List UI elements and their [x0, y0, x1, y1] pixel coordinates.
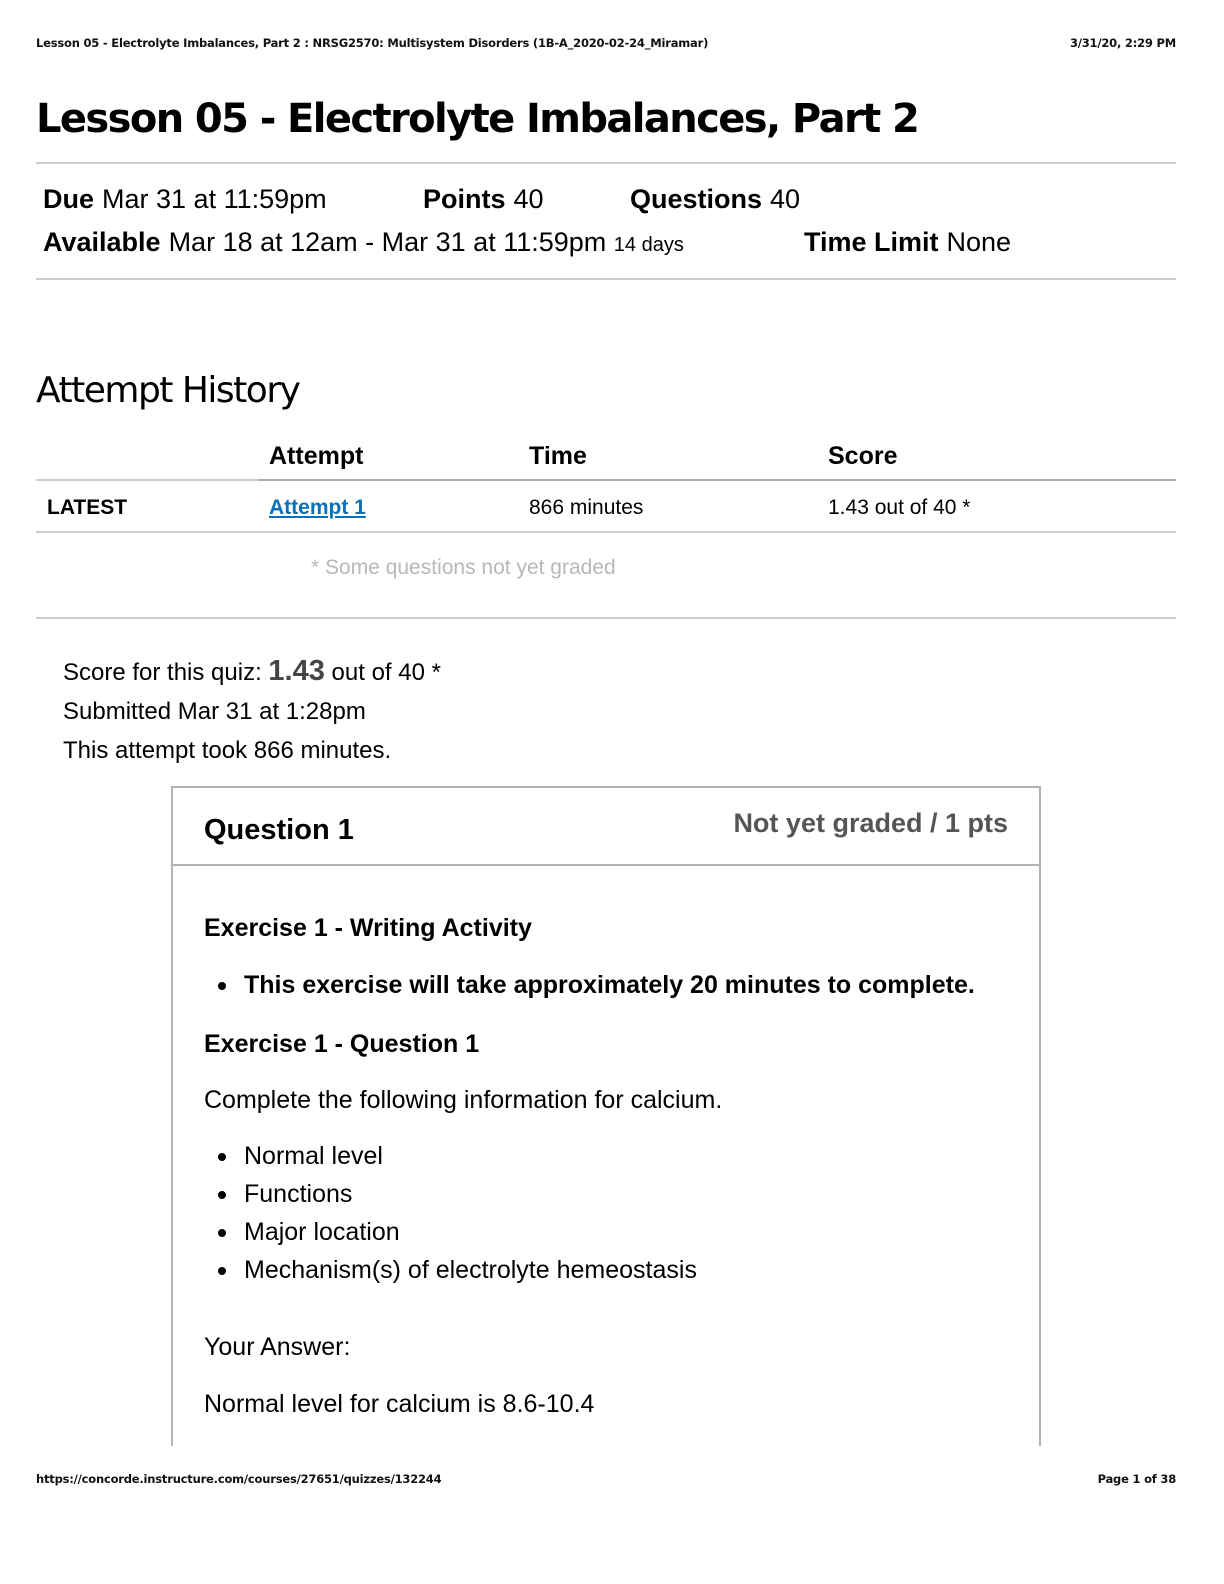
print-footer-url: https://concorde.instructure.com/courses/27651/quizzes/132244 — [36, 1472, 442, 1486]
due-label: Due — [43, 184, 95, 214]
exercise-note: This exercise will take approximately 20 minutes to complete. — [204, 966, 975, 1004]
duration-line: This attempt took 866 minutes. — [63, 737, 392, 764]
question-card — [171, 786, 1041, 1446]
time-limit-value: None — [946, 227, 1012, 257]
row-divider — [36, 531, 1176, 533]
submitted-line: Submitted Mar 31 at 1:28pm — [63, 698, 366, 725]
answer-label: Your Answer: — [204, 1333, 351, 1361]
print-header-title: Lesson 05 - Electrolyte Imbalances, Part 2 : NRSG2570: Multisystem Disorders (1B-A_2020-02-24_Miramar) — [36, 36, 709, 50]
ungraded-footnote: * Some questions not yet graded — [311, 556, 616, 579]
page-title: Lesson 05 - Electrolyte Imbalances, Part 2 — [36, 96, 919, 142]
column-header-attempt: Attempt — [269, 442, 364, 470]
column-header-score: Score — [828, 442, 898, 470]
available-label: Available — [43, 227, 161, 257]
print-header-datetime: 3/31/20, 2:29 PM — [1069, 36, 1176, 50]
exercise-heading: Exercise 1 - Writing Activity — [204, 914, 532, 942]
due-value: Mar 31 at 11:59pm — [102, 184, 327, 214]
due-field — [43, 184, 327, 215]
points-value: 40 — [513, 184, 544, 214]
points-field — [423, 184, 544, 215]
time-limit-label: Time Limit — [804, 227, 939, 257]
list-item: Major location — [204, 1213, 697, 1251]
list-item: Mechanism(s) of electrolyte hemeostasis — [204, 1251, 697, 1289]
question-prompt: Complete the following information for calcium. — [204, 1086, 723, 1114]
question-points: Not yet graded / 1 pts — [733, 808, 1008, 838]
exercise-note-list — [204, 966, 975, 1004]
print-header — [36, 36, 1176, 50]
score-line — [63, 652, 441, 692]
attempt-cell — [269, 496, 366, 520]
questions-label: Questions — [630, 184, 763, 214]
list-item: Functions — [204, 1175, 697, 1213]
title-divider — [36, 162, 1176, 164]
question-header — [173, 788, 1039, 866]
history-divider — [36, 617, 1176, 619]
score-value: 1.43 — [268, 655, 325, 687]
column-header-time: Time — [529, 442, 587, 470]
attempt-history-title: Attempt History — [36, 370, 300, 411]
score-cell: 1.43 out of 40 * — [828, 496, 971, 519]
attempt-1-link[interactable]: Attempt 1 — [269, 496, 366, 519]
meta-divider — [36, 278, 1176, 280]
questions-field — [630, 184, 800, 215]
time-cell: 866 minutes — [529, 496, 644, 519]
print-footer — [36, 1472, 1176, 1486]
score-suffix: out of 40 * — [331, 659, 441, 686]
answer-text: Normal level for calcium is 8.6-10.4 — [204, 1390, 595, 1418]
available-duration: 14 days — [613, 234, 684, 256]
time-limit-field — [804, 227, 1011, 258]
score-prefix: Score for this quiz: — [63, 659, 262, 686]
quiz-summary — [63, 652, 441, 770]
list-item: Normal level — [204, 1137, 697, 1175]
question-title: Question 1 — [204, 814, 354, 846]
questions-value: 40 — [770, 184, 801, 214]
question-items — [204, 1137, 697, 1289]
latest-label: LATEST — [47, 496, 128, 519]
print-footer-page: Page 1 of 38 — [1097, 1472, 1176, 1486]
question-heading: Exercise 1 - Question 1 — [204, 1030, 480, 1058]
available-field — [43, 227, 684, 258]
header-divider-accent — [258, 479, 1176, 481]
points-label: Points — [423, 184, 506, 214]
available-value: Mar 18 at 12am - Mar 31 at 11:59pm — [168, 227, 607, 257]
